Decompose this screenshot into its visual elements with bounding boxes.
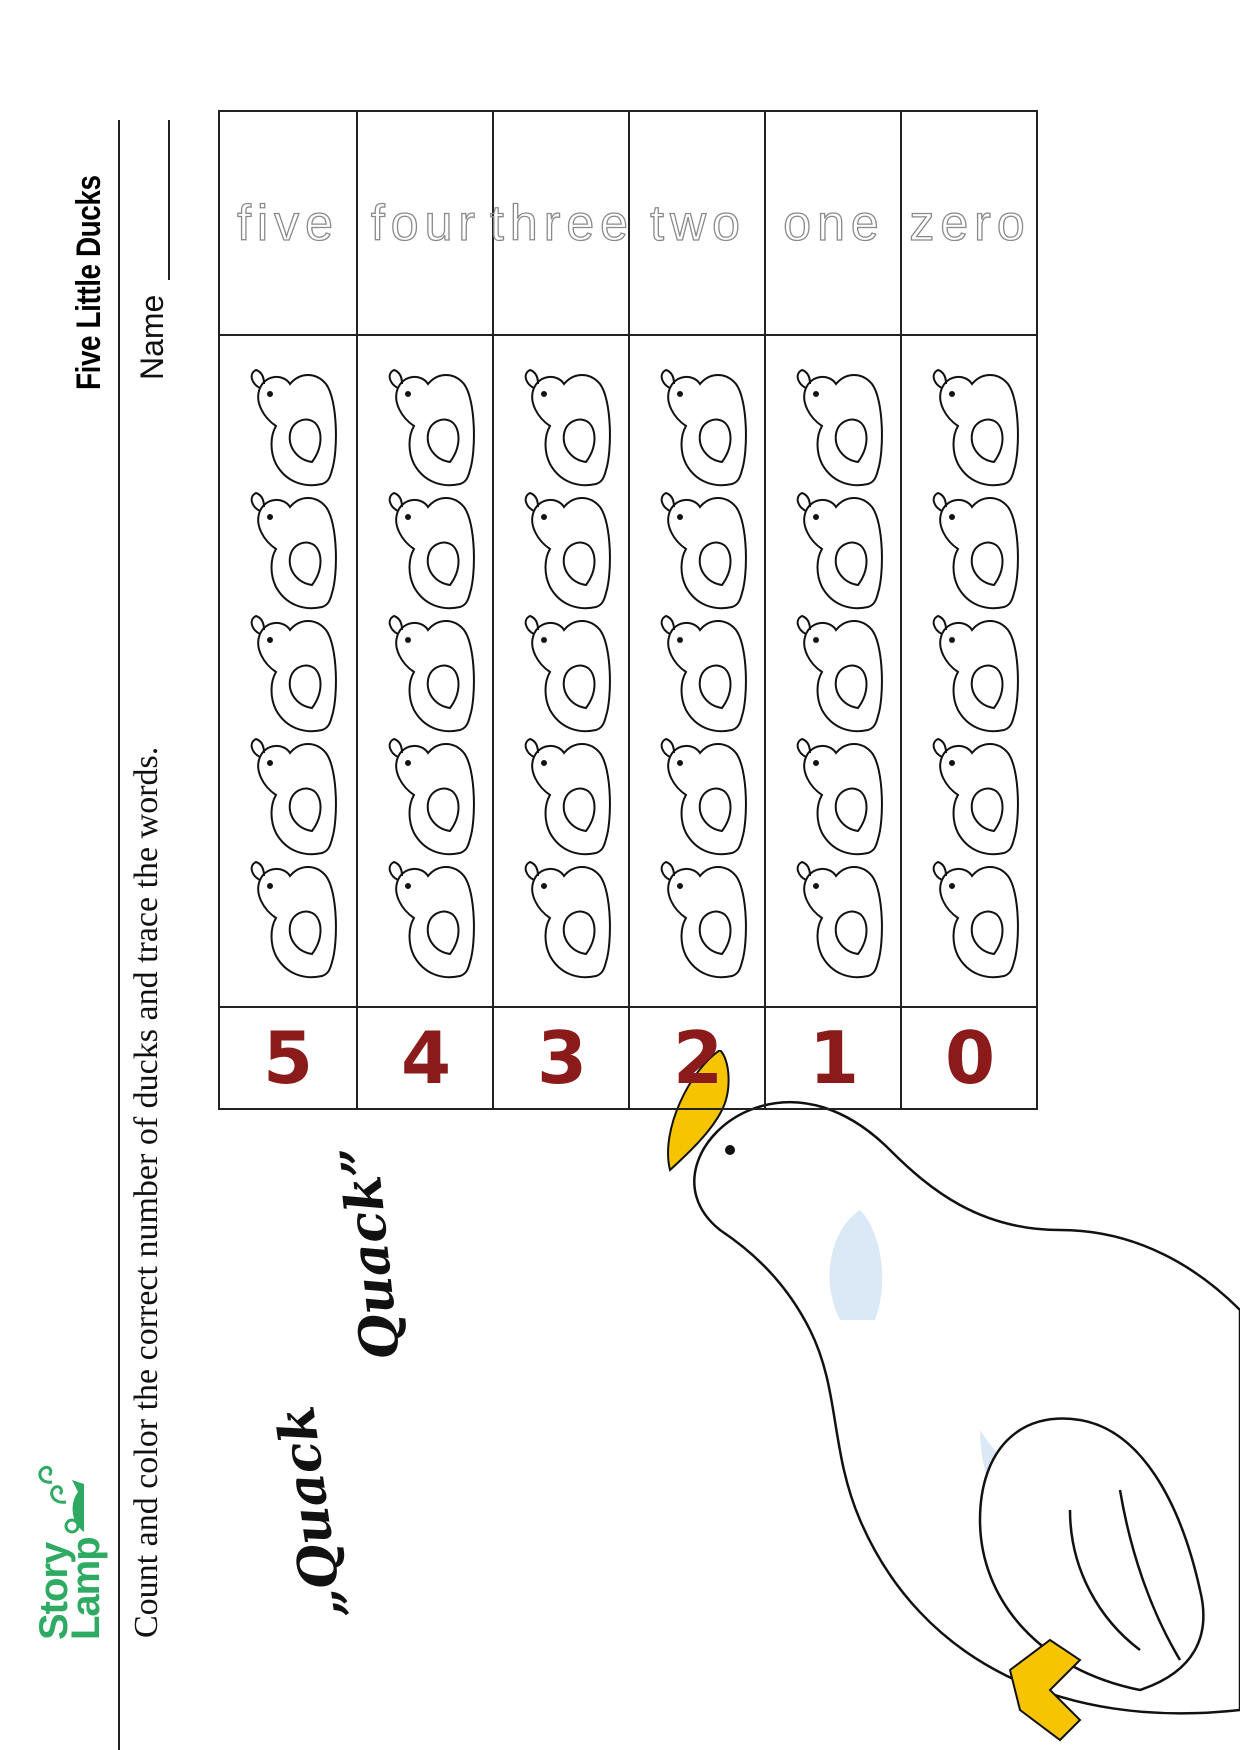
outline-duck-icon	[508, 490, 616, 615]
colorable-duck[interactable]	[234, 613, 342, 738]
trace-word-cell	[902, 112, 1038, 334]
colorable-duck[interactable]	[644, 736, 752, 861]
trace-word-cell	[630, 112, 766, 334]
number-cell	[358, 1006, 494, 1108]
counting-table	[218, 110, 1038, 1110]
ducks-cell	[358, 334, 494, 1006]
colorable-duck[interactable]	[508, 367, 616, 492]
outline-duck-icon	[234, 490, 342, 615]
colorable-duck[interactable]	[508, 490, 616, 615]
outline-duck-icon	[234, 613, 342, 738]
outline-duck-icon	[234, 367, 342, 492]
colorable-duck[interactable]	[372, 613, 480, 738]
colorable-duck[interactable]	[780, 490, 888, 615]
ducks-cell	[220, 334, 356, 1006]
name-label: Name	[134, 294, 170, 380]
ducks-cell	[766, 334, 902, 1006]
outline-duck-icon	[234, 736, 342, 861]
number-digit: 5	[262, 1016, 314, 1100]
number-digit: 1	[808, 1016, 860, 1100]
name-write-line[interactable]	[168, 120, 170, 280]
outline-duck-icon	[644, 613, 752, 738]
colorable-duck[interactable]	[234, 859, 342, 984]
logo-text-story: Story	[32, 1542, 76, 1640]
outline-duck-icon	[508, 367, 616, 492]
genie-lamp-icon	[26, 1452, 96, 1542]
outline-duck-icon	[372, 736, 480, 861]
trace-word-cell	[220, 112, 356, 334]
header-divider	[118, 120, 120, 1750]
number-cell	[902, 1006, 1038, 1108]
table-row	[764, 112, 902, 1108]
trace-word-cell	[766, 112, 902, 334]
logo-text-lamp: Lamp	[64, 1537, 108, 1640]
outline-duck-icon	[916, 490, 1024, 615]
number-digit: 4	[400, 1016, 452, 1100]
outline-duck-icon	[508, 859, 616, 984]
ducks-cell	[630, 334, 766, 1006]
colorable-duck[interactable]	[234, 490, 342, 615]
table-row	[356, 112, 494, 1108]
colorable-duck[interactable]	[644, 367, 752, 492]
trace-word[interactable]: four	[370, 195, 482, 251]
outline-duck-icon	[234, 859, 342, 984]
worksheet-title: Five Little Ducks	[70, 175, 108, 390]
number-digit: 0	[944, 1016, 996, 1100]
colorable-duck[interactable]	[780, 859, 888, 984]
colorable-duck[interactable]	[508, 736, 616, 861]
trace-word[interactable]: five	[237, 195, 339, 251]
number-digit: 2	[672, 1016, 724, 1100]
story-lamp-logo	[26, 1450, 106, 1640]
colorable-duck[interactable]	[372, 859, 480, 984]
duck-eye	[725, 1145, 735, 1155]
outline-duck-icon	[780, 613, 888, 738]
outline-duck-icon	[644, 736, 752, 861]
quack-text-2: Quack”	[328, 1142, 413, 1363]
colorable-duck[interactable]	[372, 490, 480, 615]
outline-duck-icon	[644, 490, 752, 615]
colorable-duck[interactable]	[780, 736, 888, 861]
outline-duck-icon	[780, 736, 888, 861]
table-row	[490, 112, 634, 1108]
colorable-duck[interactable]	[916, 859, 1024, 984]
number-cell	[220, 1006, 356, 1108]
trace-word[interactable]: two	[650, 195, 746, 251]
colorable-duck[interactable]	[372, 736, 480, 861]
colorable-duck[interactable]	[372, 367, 480, 492]
ducks-cell	[902, 334, 1038, 1006]
quack-text-1: „Quack	[265, 1402, 356, 1624]
trace-word-cell	[358, 112, 494, 334]
colorable-duck[interactable]	[780, 613, 888, 738]
outline-duck-icon	[916, 367, 1024, 492]
colorable-duck[interactable]	[234, 736, 342, 861]
colorable-duck[interactable]	[644, 490, 752, 615]
outline-duck-icon	[916, 736, 1024, 861]
outline-duck-icon	[780, 490, 888, 615]
number-cell	[766, 1006, 902, 1108]
trace-word[interactable]: three	[490, 195, 634, 251]
colorable-duck[interactable]	[916, 367, 1024, 492]
number-digit: 3	[536, 1016, 588, 1100]
trace-word[interactable]: zero	[909, 195, 1031, 251]
big-duck-illustration	[420, 1050, 1240, 1750]
outline-duck-icon	[780, 859, 888, 984]
outline-duck-icon	[508, 613, 616, 738]
colorable-duck[interactable]	[508, 859, 616, 984]
colorable-duck[interactable]	[916, 490, 1024, 615]
colorable-duck[interactable]	[780, 367, 888, 492]
trace-word[interactable]: one	[783, 195, 885, 251]
outline-duck-icon	[916, 859, 1024, 984]
colorable-duck[interactable]	[644, 859, 752, 984]
table-row	[628, 112, 766, 1108]
outline-duck-icon	[372, 490, 480, 615]
colorable-duck[interactable]	[916, 613, 1024, 738]
outline-duck-icon	[644, 859, 752, 984]
outline-duck-icon	[780, 367, 888, 492]
table-row	[900, 112, 1038, 1108]
outline-duck-icon	[372, 859, 480, 984]
instruction-text: Count and color the correct number of ducks and trace the words.	[128, 746, 165, 1638]
outline-duck-icon	[644, 367, 752, 492]
colorable-duck[interactable]	[916, 736, 1024, 861]
number-cell	[630, 1006, 766, 1108]
colorable-duck[interactable]	[508, 613, 616, 738]
outline-duck-icon	[372, 613, 480, 738]
number-cell	[494, 1006, 630, 1108]
outline-duck-icon	[916, 613, 1024, 738]
outline-duck-icon	[508, 736, 616, 861]
colorable-duck[interactable]	[234, 367, 342, 492]
colorable-duck[interactable]	[644, 613, 752, 738]
ducks-cell	[494, 334, 630, 1006]
trace-word-cell	[490, 112, 634, 334]
outline-duck-icon	[372, 367, 480, 492]
table-row	[220, 112, 356, 1108]
